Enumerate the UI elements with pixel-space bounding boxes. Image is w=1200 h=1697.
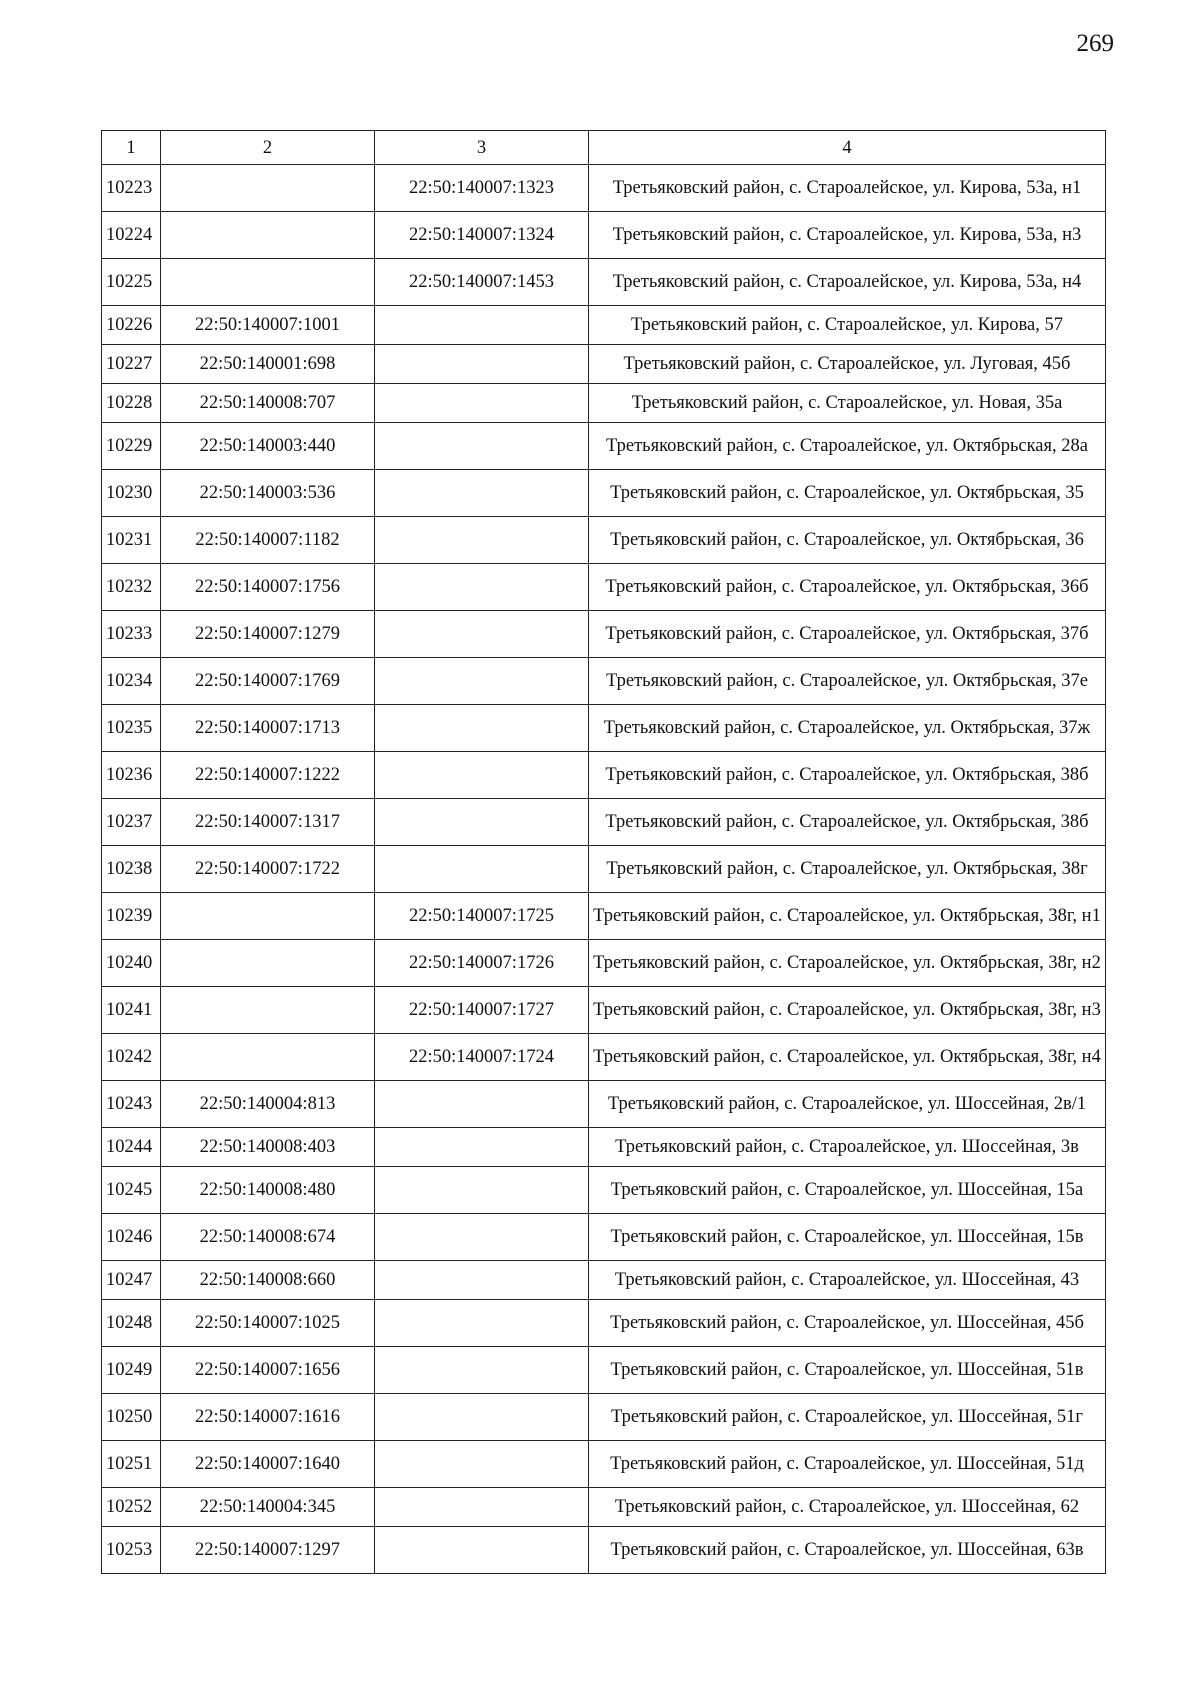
cadastral-number-cell <box>375 752 589 799</box>
cadastral-number-cell: 22:50:140007:1656 <box>161 1347 375 1394</box>
cadastral-number-cell <box>375 1347 589 1394</box>
column-header-1: 1 <box>102 131 161 165</box>
column-header-4: 4 <box>589 131 1106 165</box>
address-cell: Третьяковский район, с. Староалейское, ул. Октябрьская, 38г, н4 <box>589 1034 1106 1081</box>
row-number-cell: 10234 <box>102 658 161 705</box>
row-number-cell: 10239 <box>102 893 161 940</box>
row-number-cell: 10249 <box>102 1347 161 1394</box>
cadastral-number-cell: 22:50:140007:1726 <box>375 940 589 987</box>
address-cell: Третьяковский район, с. Староалейское, ул. Шоссейная, 3в <box>589 1128 1106 1167</box>
row-number-cell: 10233 <box>102 611 161 658</box>
cadastral-number-cell: 22:50:140003:440 <box>161 423 375 470</box>
table-row <box>102 893 1106 940</box>
address-cell: Третьяковский район, с. Староалейское, ул. Шоссейная, 15а <box>589 1167 1106 1214</box>
cadastral-number-cell: 22:50:140004:345 <box>161 1488 375 1527</box>
cadastral-number-cell <box>375 517 589 564</box>
table-row <box>102 306 1106 345</box>
cadastral-number-cell: 22:50:140007:1323 <box>375 165 589 212</box>
cadastral-number-cell: 22:50:140007:1025 <box>161 1300 375 1347</box>
row-number-cell: 10236 <box>102 752 161 799</box>
cadastral-number-cell <box>375 1261 589 1300</box>
address-cell: Третьяковский район, с. Староалейское, ул. Шоссейная, 15в <box>589 1214 1106 1261</box>
cadastral-number-cell <box>375 1214 589 1261</box>
address-cell: Третьяковский район, с. Староалейское, ул. Луговая, 45б <box>589 345 1106 384</box>
address-cell: Третьяковский район, с. Староалейское, ул. Октябрьская, 37е <box>589 658 1106 705</box>
table-row <box>102 1214 1106 1261</box>
cadastral-number-cell: 22:50:140007:1317 <box>161 799 375 846</box>
address-cell: Третьяковский район, с. Староалейское, ул. Октябрьская, 38г, н1 <box>589 893 1106 940</box>
cadastral-number-cell: 22:50:140007:1727 <box>375 987 589 1034</box>
cadastral-number-cell <box>375 799 589 846</box>
row-number-cell: 10229 <box>102 423 161 470</box>
cadastral-number-cell: 22:50:140007:1297 <box>161 1527 375 1574</box>
table-row <box>102 1300 1106 1347</box>
cadastral-number-cell: 22:50:140008:660 <box>161 1261 375 1300</box>
cadastral-number-cell: 22:50:140007:1324 <box>375 212 589 259</box>
address-cell: Третьяковский район, с. Староалейское, ул. Кирова, 53а, н3 <box>589 212 1106 259</box>
address-cell: Третьяковский район, с. Староалейское, ул. Шоссейная, 51д <box>589 1441 1106 1488</box>
cadastral-number-cell <box>375 1488 589 1527</box>
address-cell: Третьяковский район, с. Староалейское, ул. Новая, 35а <box>589 384 1106 423</box>
table-row <box>102 165 1106 212</box>
table-row <box>102 470 1106 517</box>
row-number-cell: 10241 <box>102 987 161 1034</box>
address-cell: Третьяковский район, с. Староалейское, ул. Октябрьская, 38г <box>589 846 1106 893</box>
address-cell: Третьяковский район, с. Староалейское, ул. Октябрьская, 38б <box>589 752 1106 799</box>
cadastral-number-cell <box>375 345 589 384</box>
row-number-cell: 10242 <box>102 1034 161 1081</box>
table-row <box>102 1488 1106 1527</box>
table-row <box>102 345 1106 384</box>
cadastral-number-cell: 22:50:140007:1725 <box>375 893 589 940</box>
cadastral-number-cell <box>375 1167 589 1214</box>
cadastral-number-cell <box>375 384 589 423</box>
address-cell: Третьяковский район, с. Староалейское, ул. Октябрьская, 37ж <box>589 705 1106 752</box>
table-row <box>102 1081 1106 1128</box>
address-cell: Третьяковский район, с. Староалейское, ул. Октябрьская, 38г, н3 <box>589 987 1106 1034</box>
table-row <box>102 1261 1106 1300</box>
row-number-cell: 10243 <box>102 1081 161 1128</box>
row-number-cell: 10244 <box>102 1128 161 1167</box>
table-row <box>102 752 1106 799</box>
cadastral-number-cell <box>161 987 375 1034</box>
row-number-cell: 10238 <box>102 846 161 893</box>
row-number-cell: 10250 <box>102 1394 161 1441</box>
cadastral-number-cell: 22:50:140007:1756 <box>161 564 375 611</box>
address-cell: Третьяковский район, с. Староалейское, ул. Кирова, 57 <box>589 306 1106 345</box>
row-number-cell: 10247 <box>102 1261 161 1300</box>
table-row <box>102 987 1106 1034</box>
table-row <box>102 1394 1106 1441</box>
cadastral-number-cell <box>375 1128 589 1167</box>
cadastral-number-cell <box>375 1300 589 1347</box>
table-body <box>102 165 1106 1574</box>
cadastral-number-cell <box>375 1441 589 1488</box>
row-number-cell: 10248 <box>102 1300 161 1347</box>
table-row <box>102 423 1106 470</box>
row-number-cell: 10231 <box>102 517 161 564</box>
registry-table <box>101 130 1106 1574</box>
table-row <box>102 384 1106 423</box>
cadastral-number-cell <box>375 423 589 470</box>
table-row <box>102 799 1106 846</box>
address-cell: Третьяковский район, с. Староалейское, ул. Шоссейная, 63в <box>589 1527 1106 1574</box>
cadastral-number-cell <box>375 1527 589 1574</box>
cadastral-number-cell <box>375 470 589 517</box>
cadastral-number-cell: 22:50:140007:1616 <box>161 1394 375 1441</box>
row-number-cell: 10251 <box>102 1441 161 1488</box>
cadastral-number-cell: 22:50:140007:1182 <box>161 517 375 564</box>
table-row <box>102 1441 1106 1488</box>
row-number-cell: 10228 <box>102 384 161 423</box>
cadastral-number-cell: 22:50:140003:536 <box>161 470 375 517</box>
row-number-cell: 10223 <box>102 165 161 212</box>
row-number-cell: 10246 <box>102 1214 161 1261</box>
cadastral-number-cell: 22:50:140007:1222 <box>161 752 375 799</box>
cadastral-number-cell <box>375 658 589 705</box>
address-cell: Третьяковский район, с. Староалейское, ул. Шоссейная, 62 <box>589 1488 1106 1527</box>
cadastral-number-cell <box>161 893 375 940</box>
cadastral-number-cell: 22:50:140007:1279 <box>161 611 375 658</box>
page-number: 269 <box>1076 30 1114 57</box>
table-row <box>102 1128 1106 1167</box>
table-header <box>102 131 1106 165</box>
address-cell: Третьяковский район, с. Староалейское, ул. Шоссейная, 51г <box>589 1394 1106 1441</box>
cadastral-number-cell: 22:50:140008:403 <box>161 1128 375 1167</box>
cadastral-number-cell: 22:50:140004:813 <box>161 1081 375 1128</box>
table-row <box>102 259 1106 306</box>
row-number-cell: 10252 <box>102 1488 161 1527</box>
cadastral-number-cell <box>375 611 589 658</box>
row-number-cell: 10230 <box>102 470 161 517</box>
row-number-cell: 10235 <box>102 705 161 752</box>
address-cell: Третьяковский район, с. Староалейское, ул. Октябрьская, 37б <box>589 611 1106 658</box>
address-cell: Третьяковский район, с. Староалейское, ул. Шоссейная, 43 <box>589 1261 1106 1300</box>
cadastral-number-cell <box>161 259 375 306</box>
table-row <box>102 1034 1106 1081</box>
cadastral-number-cell <box>375 705 589 752</box>
table-row <box>102 1167 1106 1214</box>
cadastral-number-cell <box>161 212 375 259</box>
cadastral-number-cell <box>375 306 589 345</box>
address-cell: Третьяковский район, с. Староалейское, ул. Октябрьская, 38б <box>589 799 1106 846</box>
cadastral-number-cell: 22:50:140007:1769 <box>161 658 375 705</box>
cadastral-number-cell <box>375 846 589 893</box>
table-row <box>102 564 1106 611</box>
address-cell: Третьяковский район, с. Староалейское, ул. Кирова, 53а, н4 <box>589 259 1106 306</box>
cadastral-number-cell <box>161 940 375 987</box>
address-cell: Третьяковский район, с. Староалейское, ул. Кирова, 53а, н1 <box>589 165 1106 212</box>
row-number-cell: 10240 <box>102 940 161 987</box>
cadastral-number-cell <box>375 1394 589 1441</box>
address-cell: Третьяковский район, с. Староалейское, ул. Шоссейная, 45б <box>589 1300 1106 1347</box>
table-row <box>102 846 1106 893</box>
cadastral-number-cell: 22:50:140008:707 <box>161 384 375 423</box>
row-number-cell: 10224 <box>102 212 161 259</box>
table-row <box>102 517 1106 564</box>
table-row <box>102 940 1106 987</box>
address-cell: Третьяковский район, с. Староалейское, ул. Шоссейная, 51в <box>589 1347 1106 1394</box>
table-row <box>102 658 1106 705</box>
table-row <box>102 1347 1106 1394</box>
cadastral-number-cell: 22:50:140007:1001 <box>161 306 375 345</box>
address-cell: Третьяковский район, с. Староалейское, ул. Октябрьская, 36 <box>589 517 1106 564</box>
cadastral-number-cell: 22:50:140008:674 <box>161 1214 375 1261</box>
table-row <box>102 705 1106 752</box>
cadastral-number-cell <box>161 1034 375 1081</box>
cadastral-number-cell <box>161 165 375 212</box>
row-number-cell: 10237 <box>102 799 161 846</box>
cadastral-number-cell: 22:50:140008:480 <box>161 1167 375 1214</box>
cadastral-number-cell: 22:50:140001:698 <box>161 345 375 384</box>
row-number-cell: 10245 <box>102 1167 161 1214</box>
cadastral-number-cell: 22:50:140007:1453 <box>375 259 589 306</box>
cadastral-number-cell: 22:50:140007:1724 <box>375 1034 589 1081</box>
row-number-cell: 10226 <box>102 306 161 345</box>
column-header-3: 3 <box>375 131 589 165</box>
table-row <box>102 212 1106 259</box>
column-header-2: 2 <box>161 131 375 165</box>
row-number-cell: 10227 <box>102 345 161 384</box>
address-cell: Третьяковский район, с. Староалейское, ул. Шоссейная, 2в/1 <box>589 1081 1106 1128</box>
row-number-cell: 10225 <box>102 259 161 306</box>
header-row <box>102 131 1106 165</box>
cadastral-number-cell <box>375 564 589 611</box>
address-cell: Третьяковский район, с. Староалейское, ул. Октябрьская, 38г, н2 <box>589 940 1106 987</box>
cadastral-number-cell <box>375 1081 589 1128</box>
row-number-cell: 10253 <box>102 1527 161 1574</box>
row-number-cell: 10232 <box>102 564 161 611</box>
cadastral-number-cell: 22:50:140007:1722 <box>161 846 375 893</box>
address-cell: Третьяковский район, с. Староалейское, ул. Октябрьская, 35 <box>589 470 1106 517</box>
table-row <box>102 611 1106 658</box>
address-cell: Третьяковский район, с. Староалейское, ул. Октябрьская, 28а <box>589 423 1106 470</box>
table-row <box>102 1527 1106 1574</box>
address-cell: Третьяковский район, с. Староалейское, ул. Октябрьская, 36б <box>589 564 1106 611</box>
cadastral-number-cell: 22:50:140007:1713 <box>161 705 375 752</box>
cadastral-number-cell: 22:50:140007:1640 <box>161 1441 375 1488</box>
